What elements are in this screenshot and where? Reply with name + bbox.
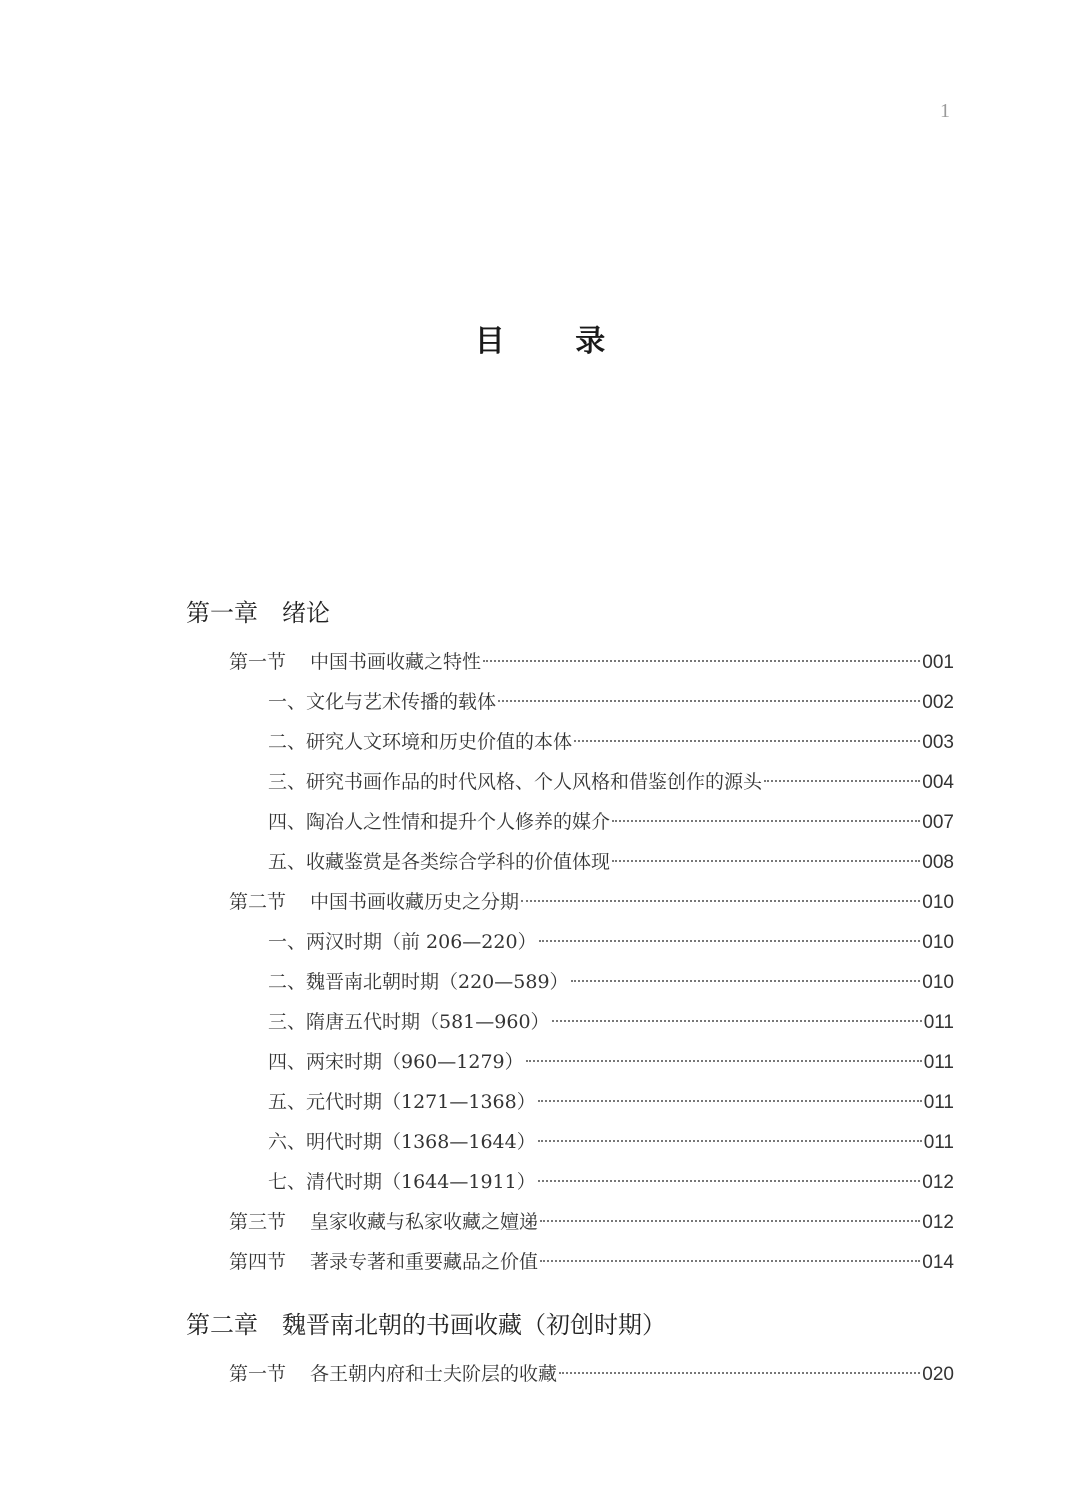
item-title: 五、元代时期（1271—1368） [268,1091,536,1113]
dot-leader [521,900,920,902]
dot-leader [526,1060,922,1062]
item-title: 四、两宋时期（960—1279） [268,1051,524,1073]
item-title: 五、收藏鉴赏是各类综合学科的价值体现 [268,851,611,873]
dot-leader [559,1372,920,1374]
page-ref: 012 [922,1212,954,1233]
dot-leader [574,740,920,742]
page-ref: 014 [922,1252,954,1273]
toc-item [268,926,954,958]
dot-leader [552,1020,922,1022]
page-ref: 011 [923,1012,954,1033]
page-ref: 008 [922,852,954,873]
page-ref: 007 [922,812,954,833]
item-title: 六、明代时期（1368—1644） [268,1131,536,1153]
dot-leader [540,1260,920,1262]
section-title: 皇家收藏与私家收藏之嬗递 [310,1211,539,1233]
section-label: 第一节 [229,1363,287,1385]
toc-item [268,846,954,878]
chapter-heading [186,596,330,630]
item-title: 二、研究人文环境和历史价值的本体 [268,731,573,753]
section-title: 著录专著和重要藏品之价值 [310,1251,539,1273]
page-number: 1 [940,100,950,122]
section-title: 中国书画收藏历史之分期 [310,891,520,913]
item-title: 一、两汉时期（前 206—220） [268,931,537,953]
toc-item [268,726,954,758]
toc-item [268,766,954,798]
page-ref: 011 [923,1052,954,1073]
dot-leader [498,700,920,702]
page-ref: 010 [922,892,954,913]
page-ref: 020 [922,1364,954,1385]
toc-section [229,1206,954,1238]
toc-item [268,1126,954,1158]
chapter-label: 第二章 [186,1311,258,1339]
toc-section [229,646,954,678]
chapter-title: 绪论 [282,599,330,627]
dot-leader [538,1100,922,1102]
dot-leader [612,820,920,822]
dot-leader [483,660,920,662]
toc-section [229,1358,954,1390]
section-label: 第一节 [229,651,287,673]
chapter-title: 魏晋南北朝的书画收藏（初创时期） [282,1311,666,1339]
item-title: 一、文化与艺术传播的载体 [268,691,497,713]
dot-leader [764,780,920,782]
page-ref: 001 [922,652,954,673]
toc-item [268,686,954,718]
dot-leader [538,1140,922,1142]
dot-leader [540,1220,920,1222]
toc-item [268,1086,954,1118]
toc-item [268,1166,954,1198]
section-label: 第二节 [229,891,287,913]
item-title: 三、研究书画作品的时代风格、个人风格和借鉴创作的源头 [268,771,763,793]
toc-item [268,1046,954,1078]
toc-section [229,1246,954,1278]
item-title: 七、清代时期（1644—1911） [268,1171,536,1193]
section-title: 各王朝内府和士夫阶层的收藏 [310,1363,558,1385]
dot-leader [538,1180,921,1182]
toc-item [268,1006,954,1038]
page-ref: 004 [922,772,954,793]
chapter-label: 第一章 [186,599,258,627]
chapter-heading [186,1308,666,1342]
page-ref: 003 [922,732,954,753]
section-label: 第四节 [229,1251,287,1273]
dot-leader [539,940,921,942]
toc-item [268,806,954,838]
item-title: 二、魏晋南北朝时期（220—589） [268,971,569,993]
section-label: 第三节 [229,1211,287,1233]
dot-leader [612,860,920,862]
page-ref: 012 [922,1172,954,1193]
dot-leader [571,980,921,982]
section-title: 中国书画收藏之特性 [310,651,482,673]
page-ref: 010 [922,932,954,953]
page-ref: 010 [922,972,954,993]
item-title: 三、隋唐五代时期（581—960） [268,1011,550,1033]
page-ref: 002 [922,692,954,713]
toc-item [268,966,954,998]
item-title: 四、陶冶人之性情和提升个人修养的媒介 [268,811,611,833]
toc-section [229,886,954,918]
page-title: 目 录 [474,324,636,359]
page-ref: 011 [923,1132,954,1153]
page-ref: 011 [923,1092,954,1113]
